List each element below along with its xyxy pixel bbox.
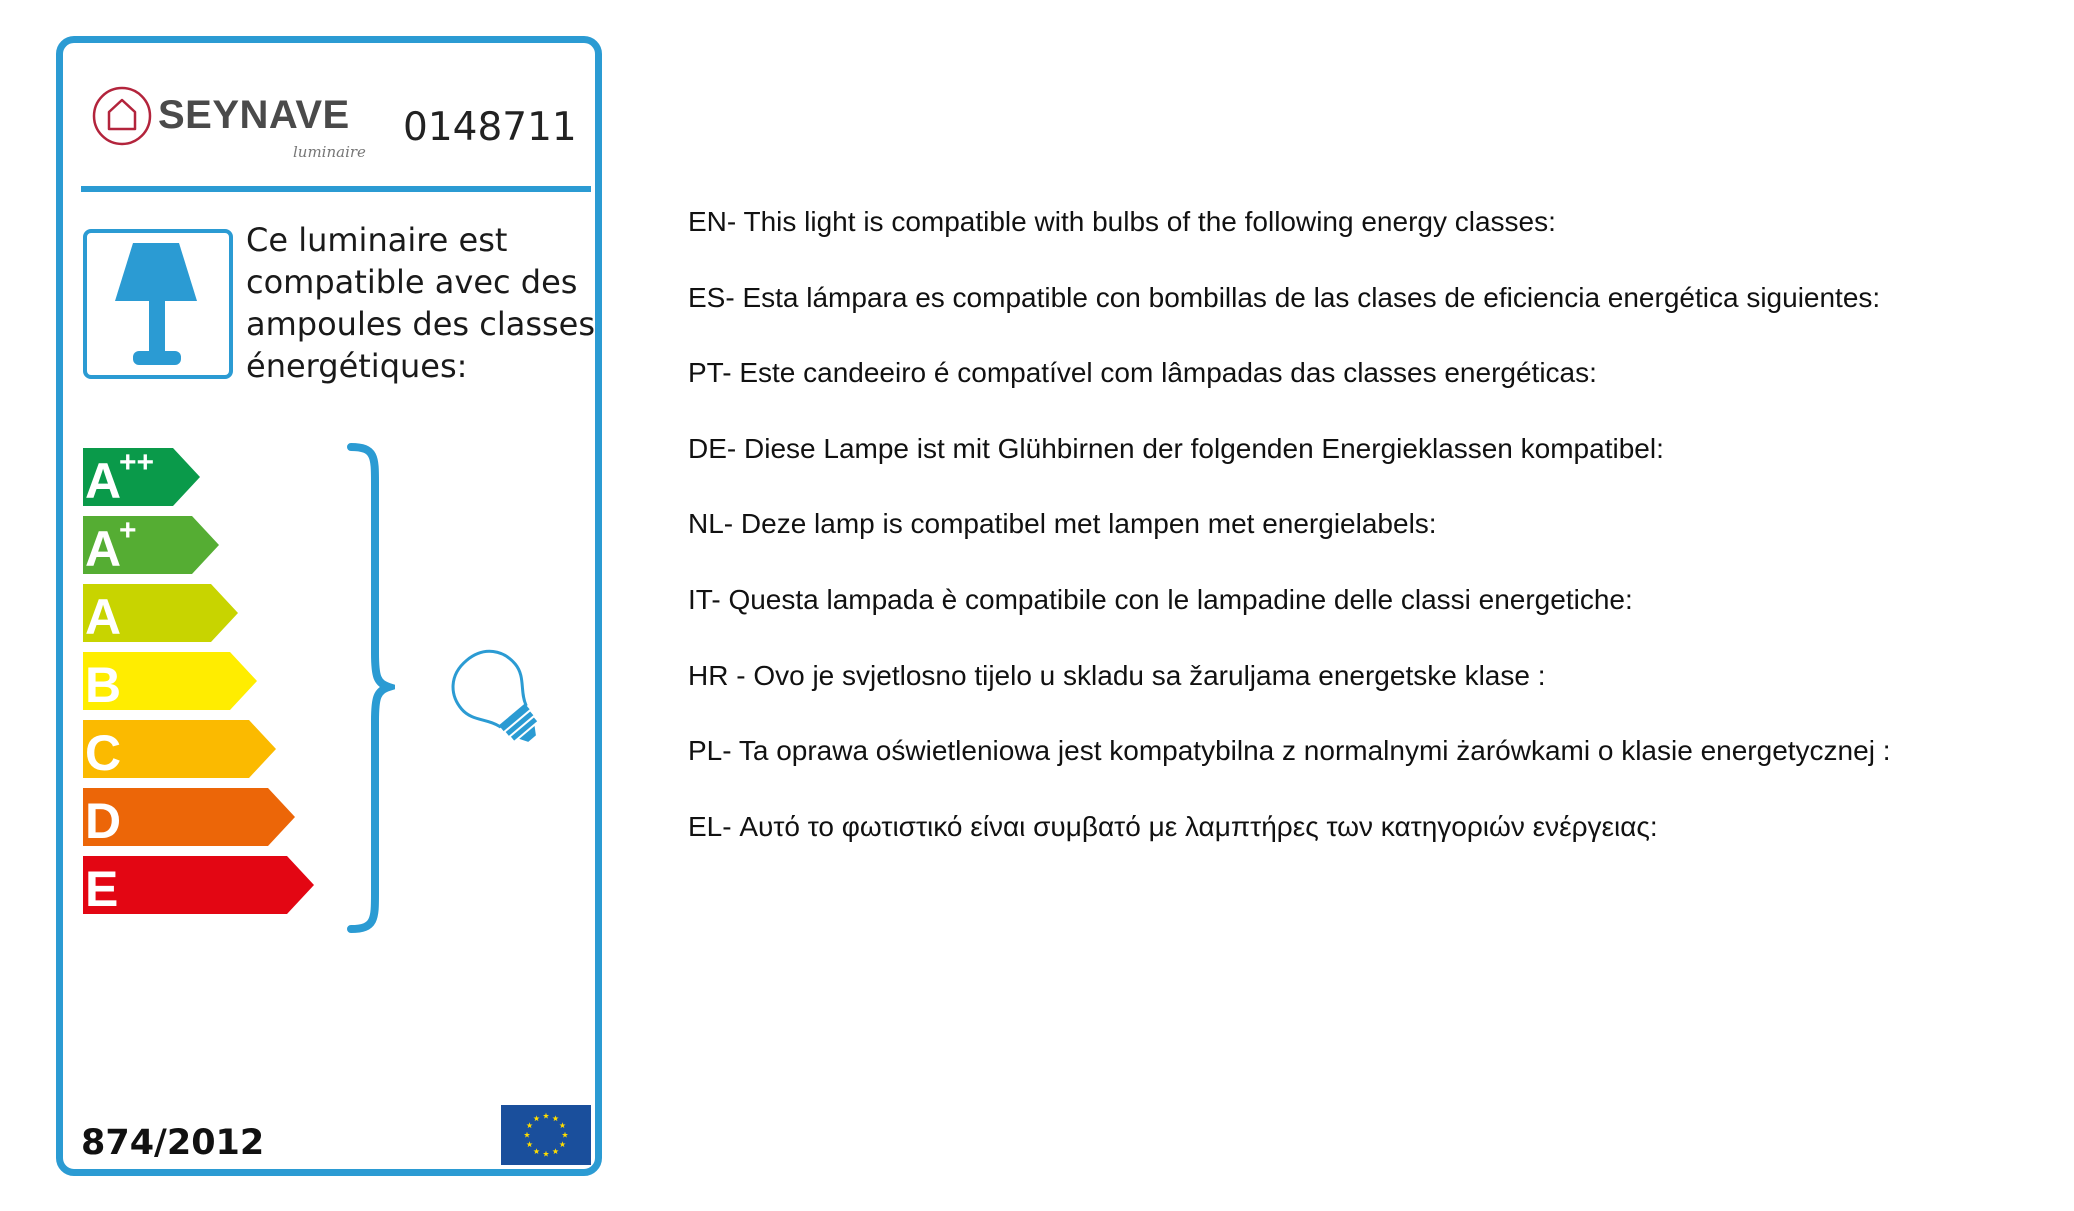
energy-class-scale — [83, 443, 323, 983]
energy-class-suffix: + — [119, 514, 137, 547]
statement-el: EL- Αυτό το φωτιστικό είναι συμβατό με λαμπτήρες των κατηγοριών ενέργειας: — [688, 810, 1658, 842]
statement-es: ES- Esta lámpara es compatible con bombillas de las clases de eficiencia energética siguientes: — [688, 281, 1881, 313]
energy-class-letter: A — [85, 589, 122, 645]
energy-class-b — [83, 652, 257, 713]
statement-pl: PL- Ta oprawa oświetleniowa jest kompatybilna z normalnymi żarówkami o klasie energetycznej : — [688, 735, 1891, 767]
energy-class-letter: A — [85, 453, 122, 509]
brand-tagline: luminaire — [293, 143, 366, 161]
product-code: 0148711 — [403, 105, 577, 150]
energy-class-letter: A — [85, 521, 122, 577]
statement-en: EN- This light is compatible with bulbs of the following energy classes: — [688, 206, 1556, 237]
statement-nl: NL- Deze lamp is compatibel met lampen met energielabels: — [688, 508, 1437, 540]
table-lamp-icon — [87, 233, 229, 375]
compatibility-text: Ce luminaire est compatible avec des ampoules des classes énergétiques: — [246, 221, 596, 385]
curly-brace-icon — [345, 443, 395, 933]
brand-logo — [91, 85, 366, 195]
energy-class-letter: E — [85, 861, 119, 917]
energy-class-suffix: ++ — [119, 446, 155, 479]
light-bulb-icon — [443, 643, 553, 753]
energy-class-letter: D — [85, 793, 122, 849]
regulation-number: 874/2012 — [81, 1123, 265, 1163]
energy-class-letter: C — [85, 725, 122, 781]
energy-label-card — [56, 36, 602, 1176]
multilingual-statements — [688, 206, 2068, 886]
statement-pt: PT- Este candeeiro é compatível com lâmpadas das classes energéticas: — [688, 357, 1597, 389]
header-divider — [81, 186, 591, 192]
energy-class-e — [83, 856, 314, 917]
brand-name: SEYNAVE — [158, 93, 350, 137]
statement-it: IT- Questa lampada è compatibile con le lampadine delle classi energetiche: — [688, 583, 1633, 615]
statement-de: DE- Diese Lampe ist mit Glühbirnen der folgenden Energieklassen kompatibel: — [688, 432, 1664, 464]
lamp-pictogram — [83, 229, 233, 379]
energy-class-app — [83, 446, 200, 509]
house-logo-icon — [91, 85, 153, 147]
statement-hr: HR - Ovo je svjetlosno tijelo u skladu sa žaruljama energetske klase : — [688, 659, 1546, 691]
energy-class-c — [83, 720, 276, 781]
energy-class-d — [83, 788, 295, 849]
eu-flag-icon — [501, 1105, 591, 1165]
energy-class-letter: B — [85, 657, 122, 713]
energy-class-ap — [83, 514, 219, 577]
energy-class-a — [83, 584, 238, 645]
